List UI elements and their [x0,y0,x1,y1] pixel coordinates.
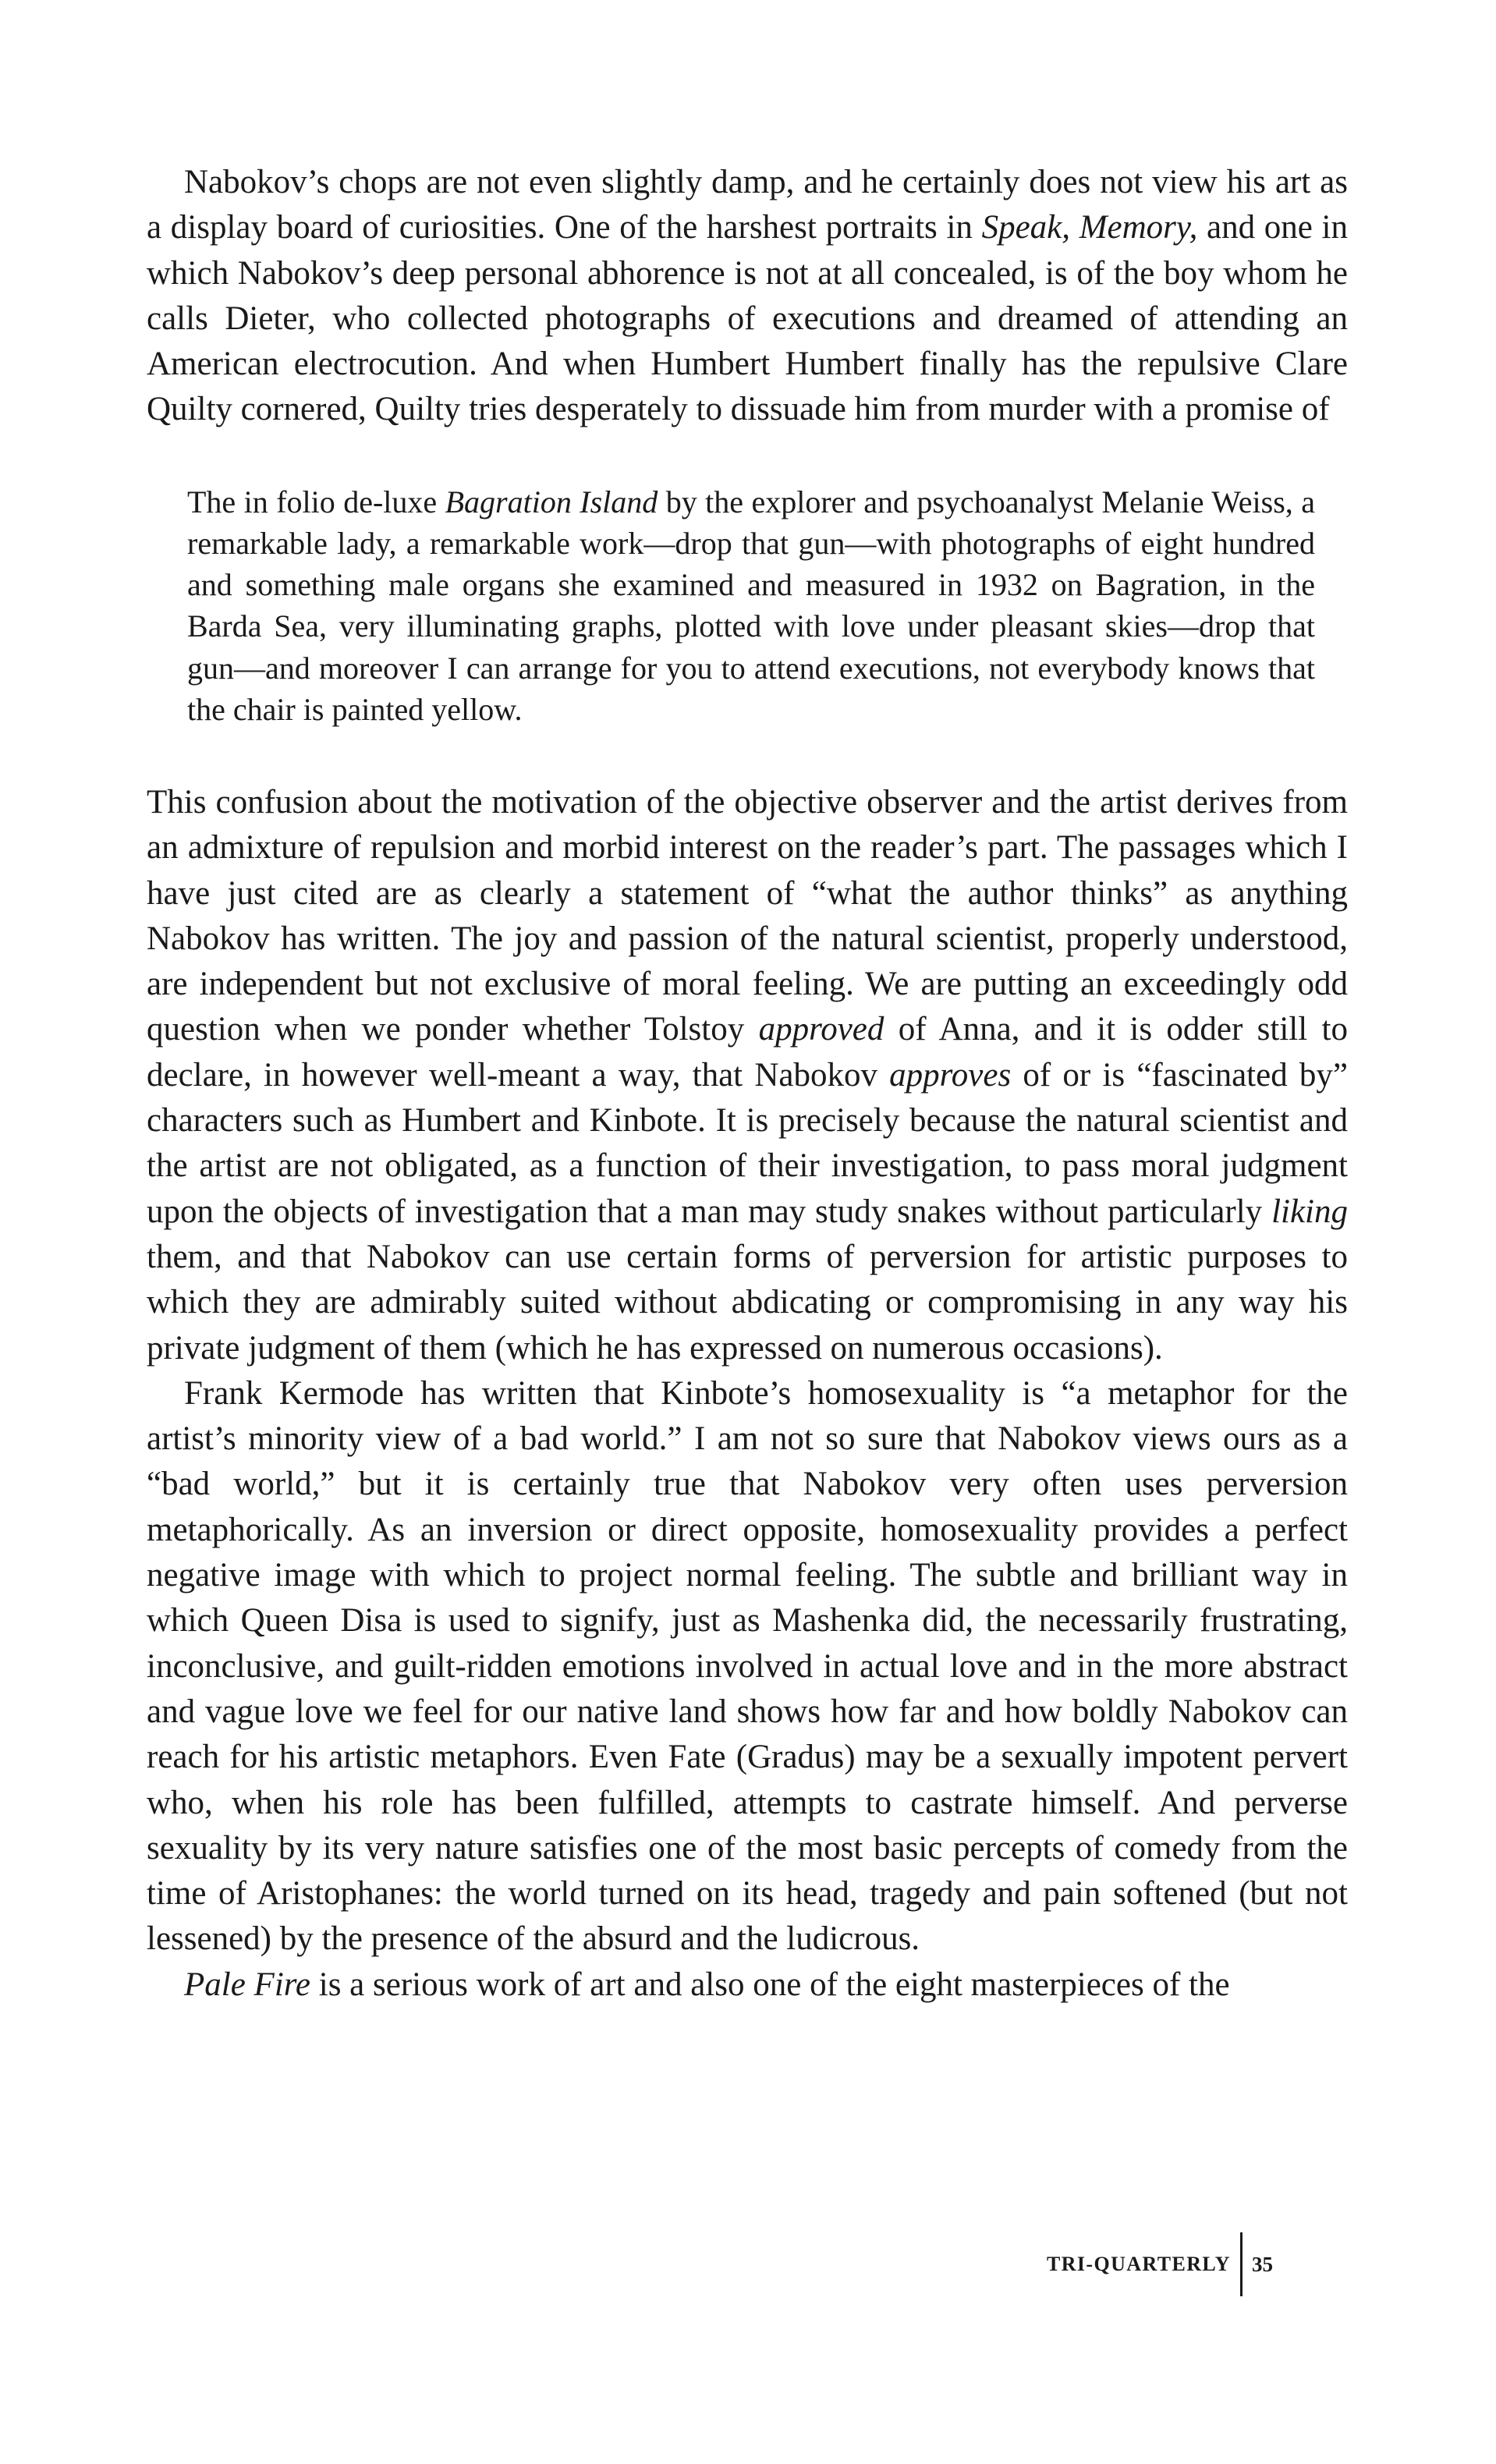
paragraph-1-text-b: and one in which Nabokov’s deep personal abhorence is not at all concealed, is of the boy whom he calls Dieter, who collected photographs of executions and dreamed of attending an American electrocution. And when Humbert Humbert finally has the repulsive Clare Quilty cornered, Quilty tries desperately to dissuade him from murder with a promise of [147,209,1349,428]
block-quote-text-a: The in folio de-luxe [187,484,445,519]
block-quote [187,481,1315,730]
journal-name: TRI-QUARTERLY [1047,2253,1231,2275]
emphasis-approved: approved [758,1011,884,1048]
page-number: 35 [1251,2252,1273,2276]
paragraph-4-text-a: is a serious work of art and also one of the eight masterpieces of the [310,1966,1230,2003]
block-quote-text-b: by the explorer and psychoanalyst Melanie Weiss, a remarkable lady, a remarkable work—drop that gun—with photographs of eight hundred and something male organs she examined and measured in 1932 on Bagration, in the Barda Sea, very illuminating graphs, plotted with love under pleasant skies—drop that gun—and moreover I can arrange for you to attend executions, not everybody knows that the chair is painted yellow. [187,484,1316,727]
book-title-bagration-island: Bagration Island [445,484,658,519]
book-title-speak-memory: Speak, Memory, [981,209,1198,246]
paragraph-3 [147,1371,1348,1962]
paragraph-2-text-c: of or is “fascinated by” characters such as Humbert and Kinbote. It is precisely because the natural scientist and the artist are not obligated, as a function of their investigation, to pass moral judgment upon the objects of investigation that a man may study snakes without particularly [147,1056,1348,1230]
emphasis-liking: liking [1271,1193,1348,1230]
paragraph-2 [147,780,1348,1371]
page-footer [1047,2232,1273,2296]
paragraph-1 [147,160,1348,433]
paragraph-2-text-b: of Anna, and it is odder still to declare, in however well-meant a way, that Nabokov [147,1011,1348,1094]
paragraph-1-text-a: Nabokov’s chops are not even slightly damp, and he certainly does not view his art as a display board of curiosities. One of the harshest portraits in [147,164,1348,246]
paragraph-2-text-a: This confusion about the motivation of the objective observer and the artist derives from an admixture of repulsion and morbid interest on the reader’s part. The passages which I have just cited are as clearly a statement of “what the author thinks” as anything Nabokov has written. The joy and passion of the natural scientist, properly understood, are independent but not exclusive of moral feeling. We are putting an exceedingly odd question when we ponder whether Tolstoy [147,784,1348,1048]
book-title-pale-fire: Pale Fire [184,1966,310,2003]
page-body [147,160,1348,2008]
block-quote-text [187,481,1315,730]
emphasis-approves: approves [889,1056,1012,1094]
paragraph-2-text-d: them, and that Nabokov can use certain forms of perversion for artistic purposes to which they are admirably suited without abdicating or compromising in any way his private judgment of them (which he has expressed on numerous occasions). [147,1238,1348,1367]
paragraph-4 [147,1962,1348,2008]
paragraph-3-text: Frank Kermode has written that Kinbote’s homosexuality is “a metaphor for the artist’s minority view of a bad world.” I am not so sure that Nabokov views ours as a “bad world,” but it is certainly true that Nabokov very often uses perversion metaphorically. As an inversion or direct opposite, homosexuality provides a perfect negative image with which to project normal feeling. The subtle and brilliant way in which Queen Disa is used to signify, just as Mashenka did, the necessarily frustrating, inconclusive, and guilt-ridden emotions involved in actual love and in the more abstract and vague love we feel for our native land shows how far and how boldly Nabokov can reach for his artistic metaphors. Even Fate (Gradus) may be a sexually impotent pervert who, when his role has been fulfilled, attempts to castrate himself. And perverse sexuality by its very nature satisfies one of the most basic percepts of comedy from the time of Aristophanes: the world turned on its head, tragedy and pain softened (but not lessened) by the presence of the absurd and the ludicrous. [147,1374,1348,1958]
